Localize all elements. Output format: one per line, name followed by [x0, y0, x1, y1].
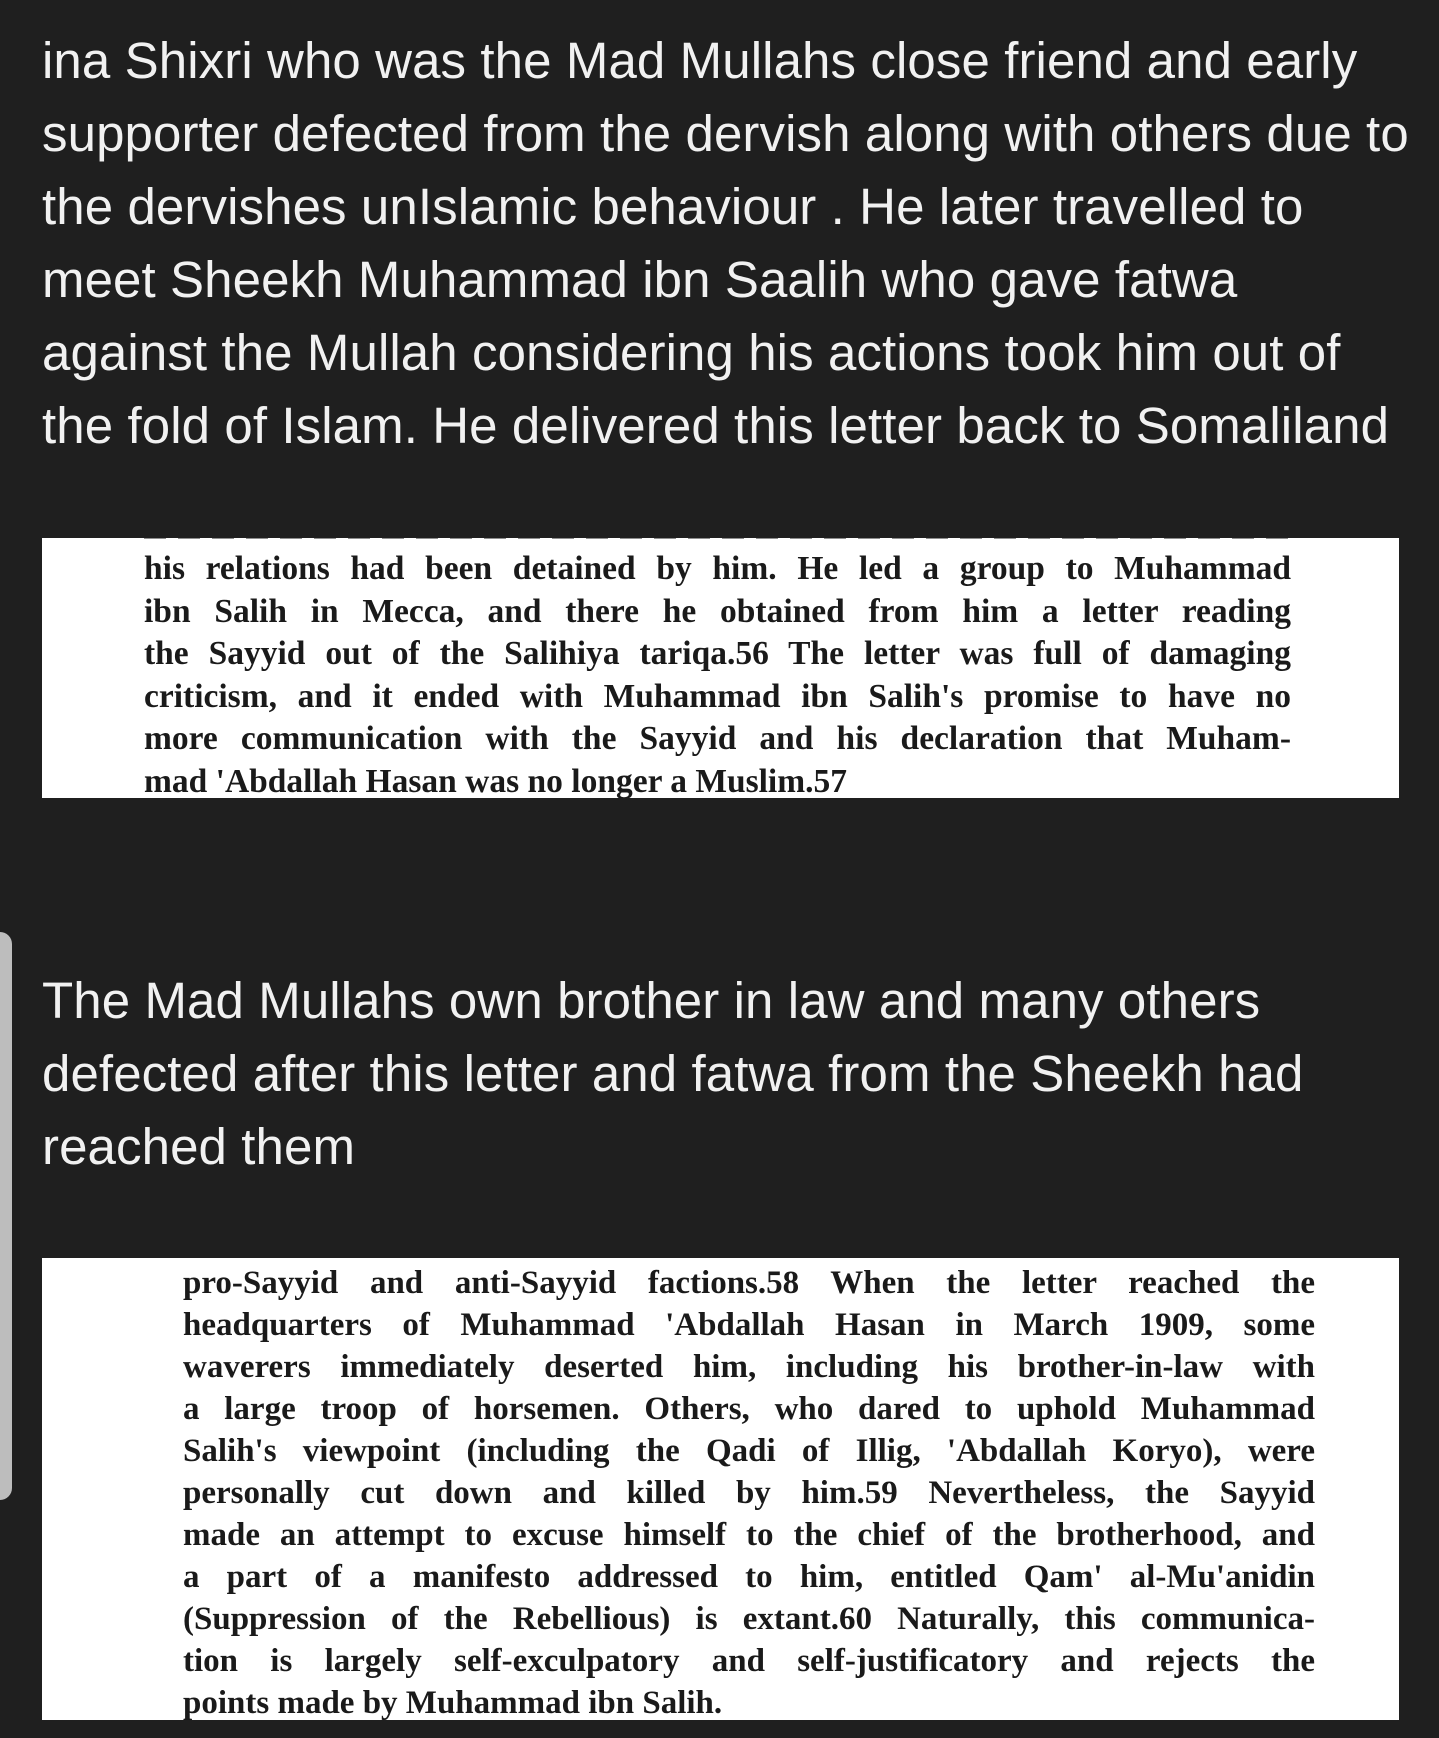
scroll-handle[interactable] [0, 932, 12, 1500]
excerpt-line: Salih's viewpoint (including the Qadi of Illig, 'Abdallah Koryo), were [183, 1433, 1315, 1469]
excerpt-line: made an attempt to excuse himself to the chief of the brotherhood, and [183, 1517, 1315, 1553]
excerpt-line: more communication with the Sayyid and his declaration that Muham- [144, 720, 1291, 757]
book-excerpt-image-2[interactable] [42, 1258, 1399, 1720]
excerpt-line: tion is largely self-exculpatory and self-justificatory and rejects the [183, 1643, 1315, 1679]
book-excerpt-image-1[interactable] [42, 538, 1399, 798]
excerpt-line: the Sayyid out of the Salihiya tariqa.56 The letter was full of damaging [144, 635, 1291, 672]
excerpt-line: a large troop of horsemen. Others, who dared to uphold Muhammad [183, 1391, 1315, 1427]
excerpt-line: a part of a manifesto addressed to him, entitled Qam' al-Mu'anidin [183, 1559, 1315, 1595]
excerpt-line: pro-Sayyid and anti-Sayyid factions.58 When the letter reached the [183, 1265, 1315, 1301]
post-paragraph-1: ina Shixri who was the Mad Mullahs close friend and early supporter defected from the dervish along with others due to the dervishes unIslamic behaviour . He later travelled to meet Sheekh Muhammad ibn Saalih who gave fatwa against the Mullah considering his actions took him out of the fold of Islam. He delivered this letter back to Somaliland [42, 32, 1409, 454]
excerpt-line: points made by Muhammad ibn Salih. [183, 1685, 723, 1720]
cropped-line-fragment [144, 538, 1291, 542]
post-paragraph-2: The Mad Mullahs own brother in law and many others defected after this letter and fatwa from the Sheekh had reached them [42, 972, 1304, 1175]
excerpt-line: headquarters of Muhammad 'Abdallah Hasan in March 1909, some [183, 1307, 1315, 1343]
excerpt-line: criticism, and it ended with Muhammad ibn Salih's promise to have no [144, 677, 1291, 715]
excerpt-line: mad 'Abdallah Hasan was no longer a Muslim.57 [144, 762, 848, 798]
book-excerpt-text-1 [144, 548, 1291, 798]
book-excerpt-text-2 [183, 1262, 1315, 1720]
excerpt-line: ibn Salih in Mecca, and there he obtained from him a letter reading [144, 592, 1291, 630]
excerpt-line: waverers immediately deserted him, including his brother-in-law with [183, 1349, 1315, 1385]
excerpt-line: personally cut down and killed by him.59 Nevertheless, the Sayyid [183, 1475, 1315, 1511]
excerpt-line: his relations had been detained by him. He led a group to Muhammad [144, 550, 1291, 587]
excerpt-line: (Suppression of the Rebellious) is extant.60 Naturally, this communica- [183, 1601, 1315, 1637]
